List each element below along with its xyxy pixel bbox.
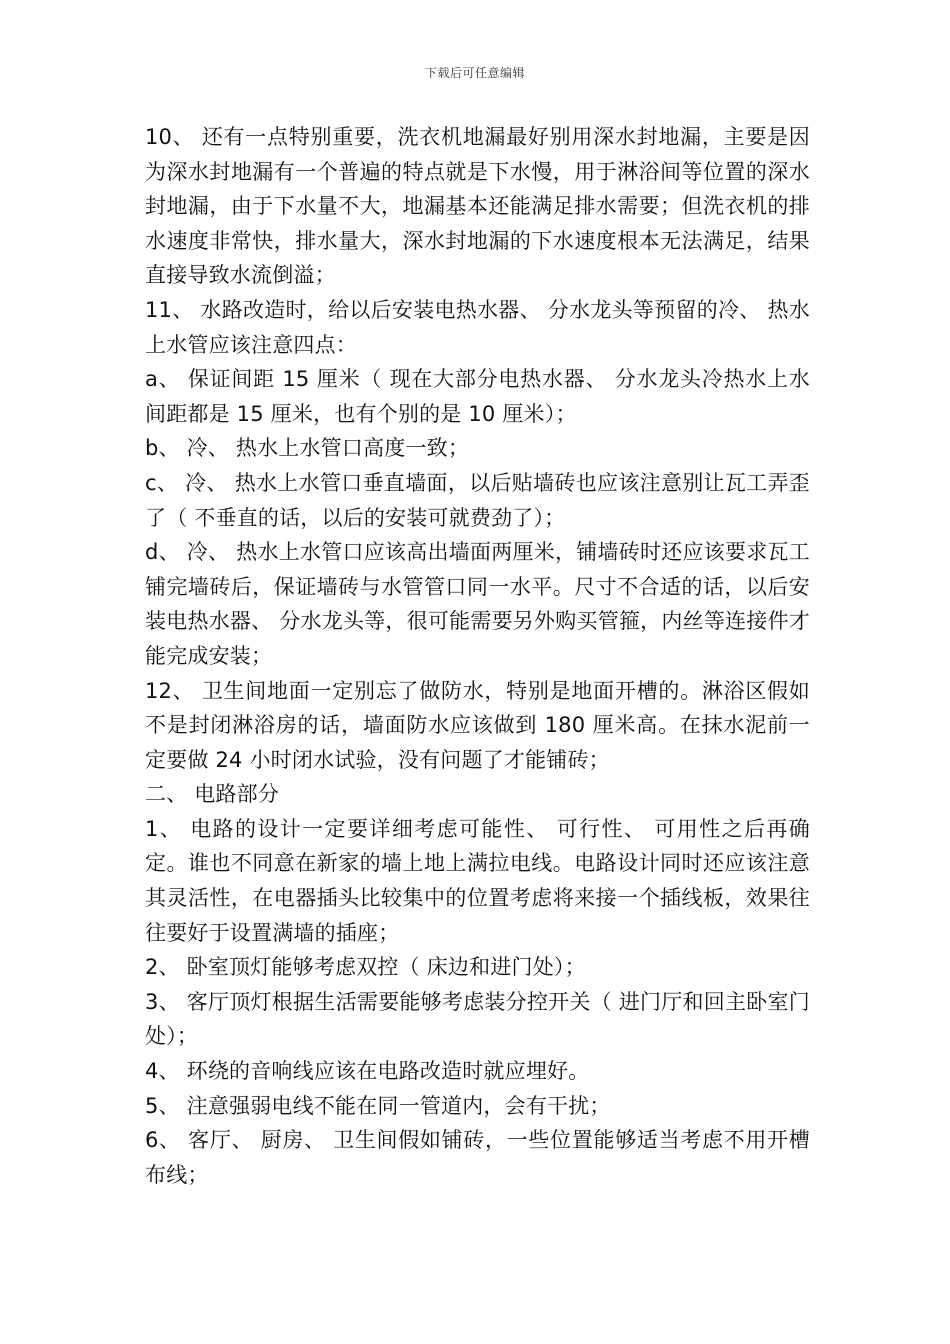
section-heading-electrical: 二、 电路部分	[145, 782, 280, 807]
document-body	[145, 120, 810, 1192]
electrical-item-2: 2、 卧室顶灯能够考虑双控（ 床边和进门处）；	[145, 955, 586, 980]
paragraph-10: 10、 还有一点特别重要，洗衣机地漏最好别用深水封地漏，主要是因为深水封地漏有一个普遍的特点就是下水慢，用于淋浴间等位置的深水封地漏，由于下水量不大，地漏基本还能满足排水需要；但洗衣机的排水速度非常快，排水量大，深水封地漏的下水速度根本无法满足，结果直接导致水流倒溢；	[145, 125, 810, 288]
paragraph-11-c: c、 冷、 热水上水管口垂直墙面，以后贴墙砖也应该注意别让瓦工弄歪了（ 不垂直的话，以后的安装可就费劲了）；	[145, 470, 810, 530]
paragraph-11-a: a、 保证间距 15 厘米（ 现在大部分电热水器、 分水龙头冷热水上水间距都是 15 厘米，也有个别的是 10 厘米）；	[145, 367, 810, 426]
paragraph-11: 11、 水路改造时，给以后安装电热水器、 分水龙头等预留的冷、 热水上水管应该注意四点：	[145, 297, 810, 357]
page-header: 下载后可任意编辑	[424, 66, 525, 80]
electrical-item-1: 1、 电路的设计一定要详细考虑可能性、 可行性、 可用性之后再确定。谁也不同意在新家的墙上地上满拉电线。电路设计同时还应该注意其灵活性，在电器插头比较集中的位置考虑将来接一个插线板，效果往往要好于设置满墙的插座；	[145, 816, 810, 945]
electrical-item-4: 4、 环绕的音响线应该在电路改造时就应埋好。	[145, 1059, 590, 1084]
electrical-item-3: 3、 客厅顶灯根据生活需要能够考虑装分控开关（ 进门厅和回主卧室门处）；	[145, 989, 810, 1049]
paragraph-11-d: d、 冷、 热水上水管口应该高出墙面两厘米，铺墙砖时还应该要求瓦工铺完墙砖后，保证墙砖与水管管口同一水平。尺寸不合适的话，以后安装电热水器、 分水龙头等，很可能需要另外购买管箍，内丝等连接件才能完成安装；	[145, 540, 810, 668]
electrical-item-5: 5、 注意强弱电线不能在同一管道内，会有干扰；	[145, 1093, 611, 1118]
paragraph-11-b: b、 冷、 热水上水管口高度一致；	[145, 436, 470, 461]
electrical-item-6: 6、 客厅、 厨房、 卫生间假如铺砖，一些位置能够适当考虑不用开槽布线；	[145, 1128, 810, 1187]
paragraph-12: 12、 卫生间地面一定别忘了做防水，特别是地面开槽的。淋浴区假如不是封闭淋浴房的话，墙面防水应该做到 180 厘米高。在抹水泥前一定要做 24 小时闭水试验，没有问题了才能铺砖；	[145, 678, 810, 772]
